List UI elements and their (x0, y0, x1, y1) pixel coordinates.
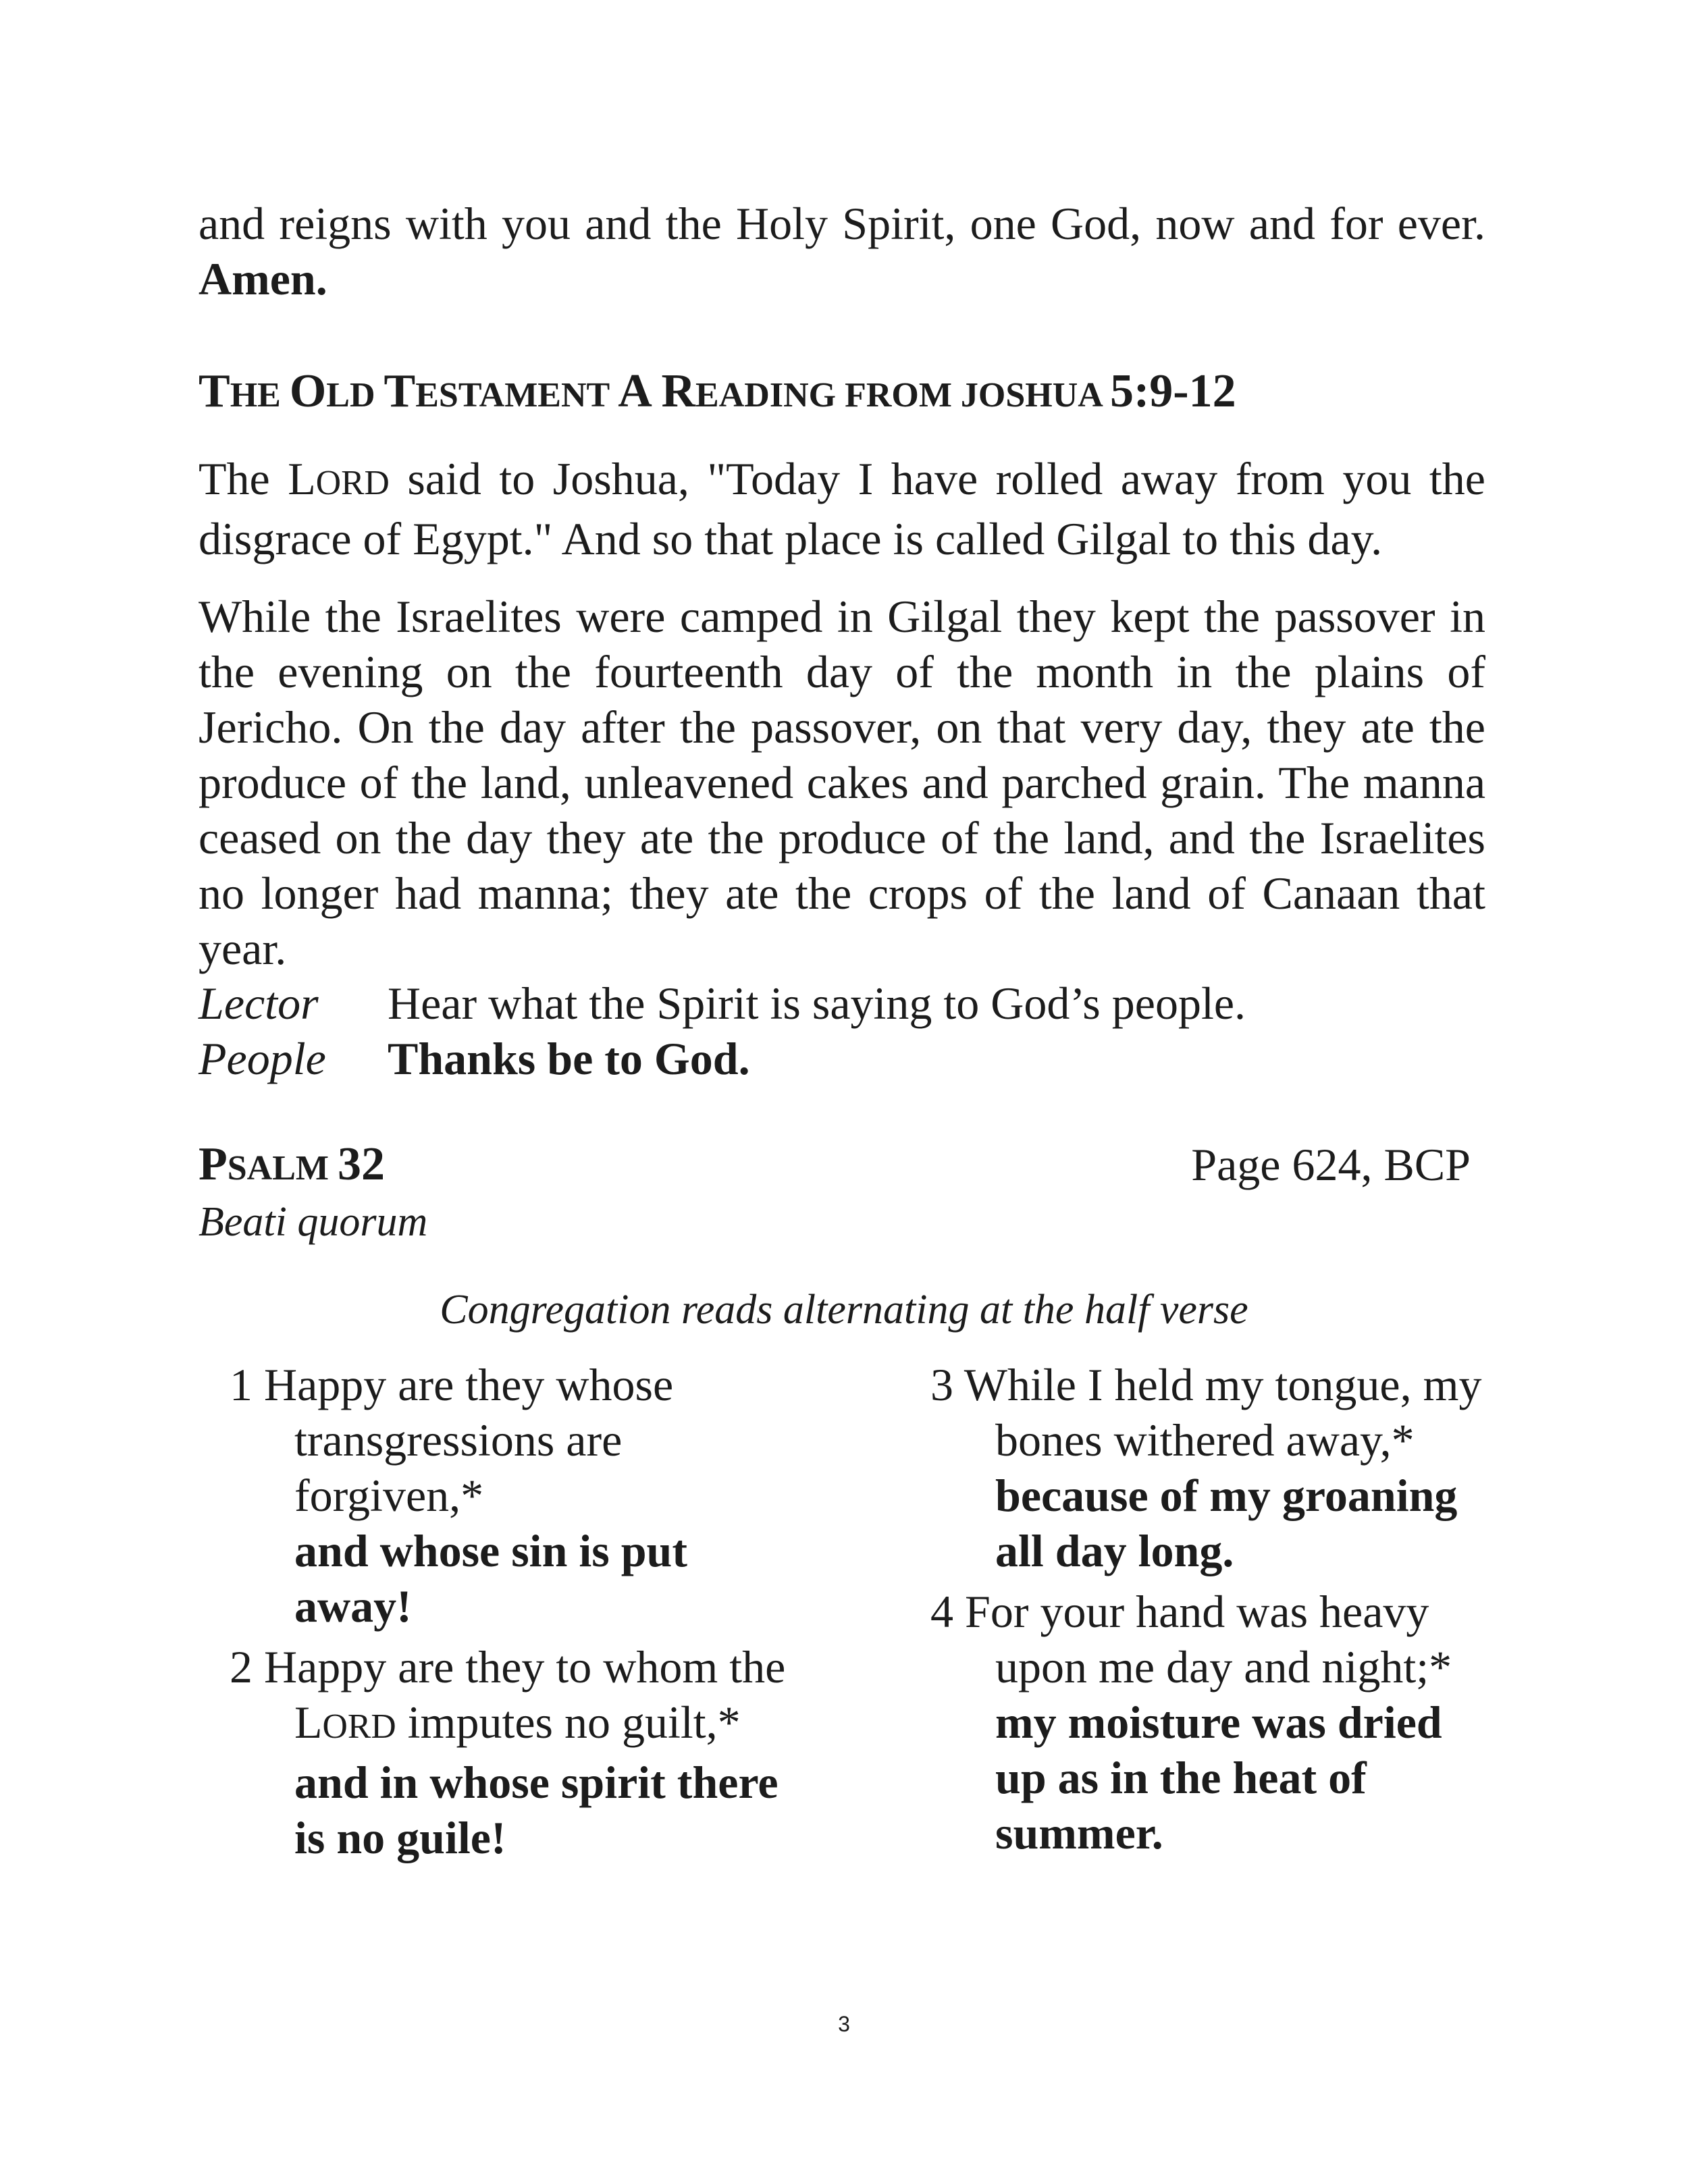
verse-first-half: 3 While I held my tongue, my bones withered away,* (930, 1359, 1482, 1466)
page-number: 3 (838, 2012, 850, 2036)
reading-paragraph-2: While the Israelites were camped in Gilgal they kept the passover in the evening on the fourteenth day of the month in the plains of Jericho. On the day after the passover, on that very day, they ate the produce of the land, unleavened cakes and parched grain. The manna ceased on the day they ate the produce of the land, and the Israelites no longer had manna; they ate the crops of the land of Canaan that year. (199, 591, 1485, 974)
amen-response: Amen. (199, 253, 327, 304)
people-label: People (199, 1033, 326, 1084)
lector-label: Lector (199, 978, 319, 1029)
lector-text: Hear what the Spirit is saying to God’s people. (388, 978, 1246, 1029)
collect-text: and reigns with you and the Holy Spirit, one God, now and for ever. (199, 198, 1485, 249)
verse-second-half: and whose sin is put away! (294, 1525, 688, 1632)
psalm-page-reference: Page 624, BCP (1191, 1139, 1471, 1190)
psalm-column-left (230, 1357, 797, 1871)
psalm-column-right (930, 1357, 1504, 1866)
verse-first-half: 2 Happy are they to whom the LORD imputes no guilt,* (230, 1641, 786, 1748)
psalm-verse-3 (930, 1357, 1504, 1578)
verse-second-half: my moisture was dried up as in the heat of summer. (995, 1697, 1442, 1859)
verse-second-half: because of my groaning all day long. (995, 1470, 1458, 1576)
collect-ending (199, 196, 1485, 307)
psalm-verse-4 (930, 1584, 1504, 1861)
psalm-verse-1 (230, 1357, 797, 1634)
verse-first-half: 1 Happy are they whose transgressions are forgiven,* (230, 1359, 674, 1521)
verse-first-half: 4 For your hand was heavy upon me day and night;* (930, 1586, 1452, 1693)
psalm-latin-title: Beati quorum (199, 1199, 428, 1245)
congregation-instruction: Congregation reads alternating at the half verse (440, 1287, 1248, 1333)
psalm-verse-2 (230, 1639, 797, 1865)
people-response: Thanks be to God. (388, 1033, 750, 1084)
old-testament-heading: THE OLD TESTAMENT A READING FROM JOSHUA 5:9-12 (199, 365, 1236, 417)
reading-paragraph-1: The LORD said to Joshua, "Today I have rolled away from you the disgrace of Egypt." And so that place is called Gilgal to this day. (199, 453, 1485, 564)
psalm-heading: PSALM 32 (199, 1138, 386, 1190)
verse-second-half: and in whose spirit there is no guile! (294, 1757, 779, 1863)
